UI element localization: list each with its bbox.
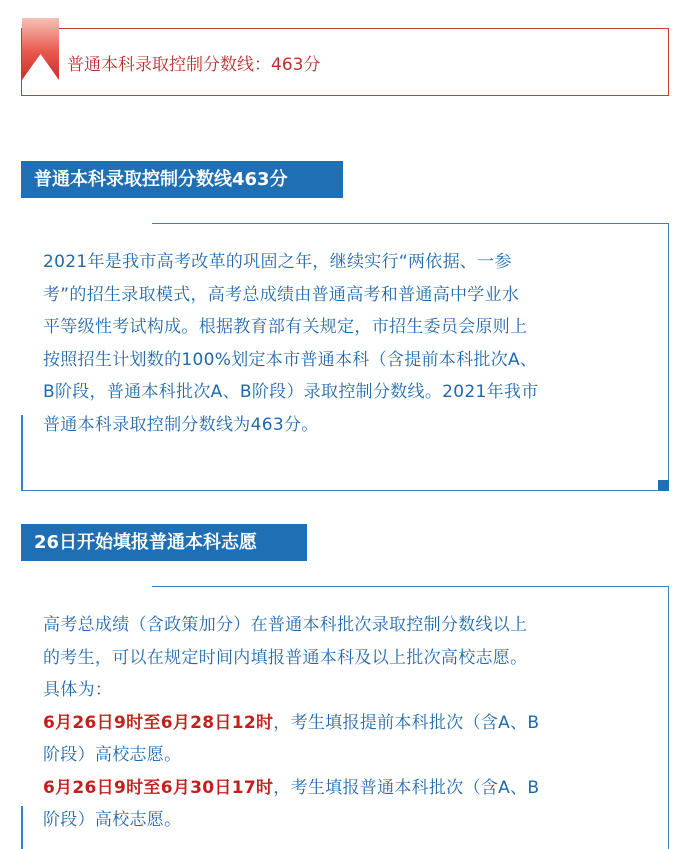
panel-border-top	[152, 586, 669, 587]
schedule-time: 6月26日9时至6月28日12时	[43, 712, 274, 733]
paragraph-line: 2021年是我市高考改革的巩固之年，继续实行“两依据、一参	[43, 252, 512, 272]
panel-border-left	[21, 806, 23, 849]
top-notice-text: 普通本科录取控制分数线：463分	[67, 55, 321, 75]
schedule-time: 6月26日9时至6月30日17时	[43, 777, 274, 798]
paragraph-line: 普通本科录取控制分数线为463分。	[43, 414, 319, 435]
paragraph-line: 考”的招生录取模式，高考总成绩由普通高考和普通高中学业水	[43, 284, 520, 305]
schedule-item-line: 阶段）高校志愿。	[43, 810, 182, 830]
section2-paragraph	[43, 609, 655, 837]
paragraph-line: 高考总成绩（含政策加分）在普通本科批次录取控制分数线以上	[43, 615, 528, 635]
schedule-item-line	[43, 772, 655, 805]
paragraph-line: 具体为：	[43, 680, 113, 700]
panel-border-left	[21, 415, 23, 491]
paragraph-line: 的考生，可以在规定时间内填报普通本科及以上批次高校志愿。	[43, 647, 528, 668]
panel-border-right	[668, 223, 669, 491]
panel-corner-square	[658, 480, 669, 491]
schedule-item-line	[43, 707, 655, 740]
section1-header: 普通本科录取控制分数线463分	[21, 161, 343, 198]
section1-panel	[21, 223, 669, 491]
panel-border-top	[152, 223, 669, 224]
schedule-desc: ，考生填报提前本科批次（含A、B	[273, 712, 540, 733]
section2-panel	[21, 586, 669, 849]
paragraph-line: 按照招生计划数的100%划定本市普通本科（含提前本科批次A、	[43, 349, 538, 370]
paragraph-line: 平等级性考试构成。根据教育部有关规定，市招生委员会原则上	[43, 317, 528, 337]
section2-header: 26日开始填报普通本科志愿	[21, 524, 307, 561]
schedule-desc: ，考生填报普通本科批次（含A、B	[273, 777, 540, 798]
paragraph-line: B阶段，普通本科批次A、B阶段）录取控制分数线。2021年我市	[43, 382, 539, 402]
schedule-item-line: 阶段）高校志愿。	[43, 745, 182, 765]
panel-border-bottom	[21, 490, 669, 491]
panel-border-right	[668, 586, 669, 849]
section1-paragraph	[43, 246, 655, 441]
